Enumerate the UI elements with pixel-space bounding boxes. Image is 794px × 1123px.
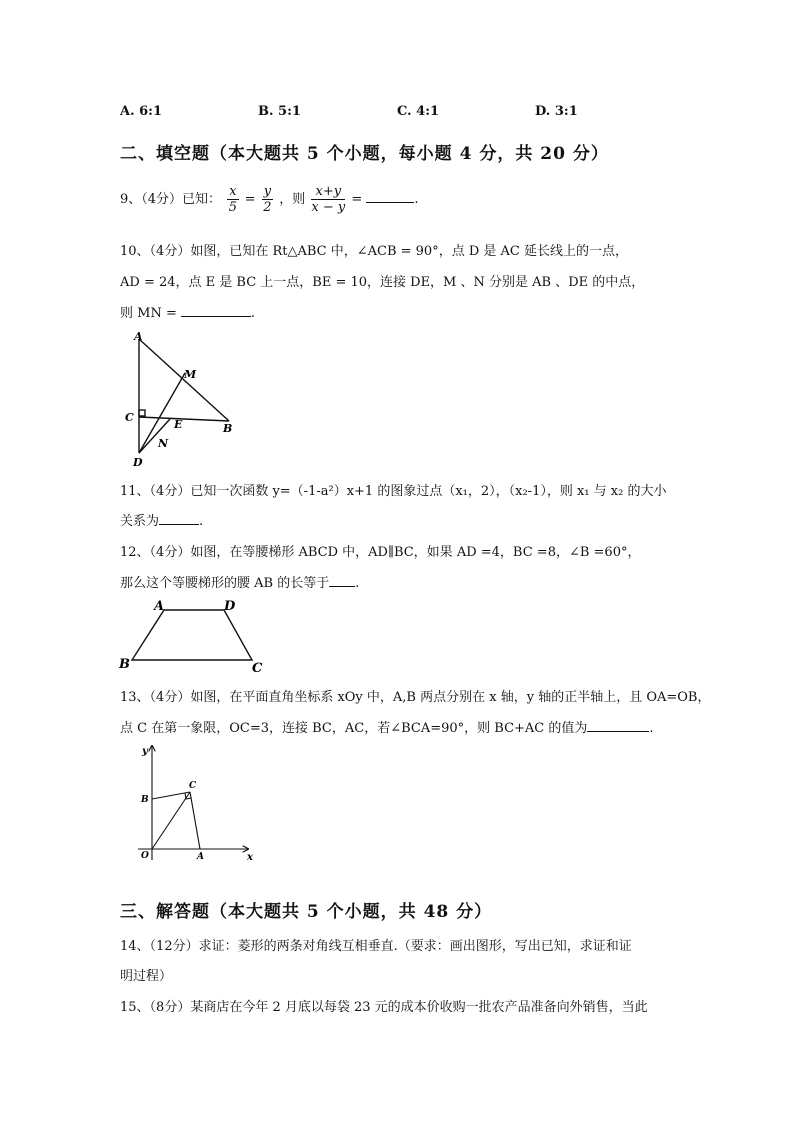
- section-2-title: 二、填空题（本大题共 5 个小题，每小题 4 分，共 20 分）: [120, 144, 609, 164]
- label-a: A: [134, 330, 143, 343]
- q15-line-1: 15、（8分）某商店在今年 2 月底以每袋 23 元的成本价收购一批农产品准备向外销售，当此: [120, 1000, 648, 1015]
- answer-blank: [181, 304, 251, 317]
- label-n: N: [158, 437, 169, 450]
- q9-fraction-1: $\frac{x}{5}$: [228, 184, 237, 215]
- answer-blank: [329, 574, 355, 587]
- q13-line-2: 点 C 在第一象限，OC=3，连接 BC，AC，若∠BCA=90°，则 BC+AC 的值为 .: [120, 721, 654, 736]
- q9-mid: ，则: [279, 192, 306, 207]
- q9-end: =: [351, 192, 367, 207]
- q13-line-1: 13、（4分）如图，在平面直角坐标系 xOy 中，A,B 两点分别在 x 轴，y 轴的正半轴上，且 OA=OB，: [120, 690, 711, 705]
- section-3-title: 三、解答题（本大题共 5 个小题，共 48 分）: [120, 902, 493, 922]
- q11-line-2: 关系为 .: [120, 514, 204, 529]
- q10-line-3: 则 MN = .: [120, 306, 255, 321]
- q14-line-1: 14、（12分）求证：菱形的两条对角线互相垂直.（要求：画出图形，写出已知，求证和证: [120, 939, 632, 954]
- choice-a: A. 6:1: [120, 104, 163, 119]
- q10-line-1: 10、（4分）如图，已知在 Rt△ABC 中，∠ACB = 90°，点 D 是 AC 延长线上的一点，: [120, 244, 628, 259]
- q9-fraction-3: $\frac{x+y}{x - y}$: [311, 184, 346, 215]
- q9-fraction-2: $\frac{y}{2}$: [263, 184, 272, 215]
- label-c: C: [252, 661, 263, 676]
- q12-line-1: 12、（4分）如图，在等腰梯形 ABCD 中，AD∥BC，如果 AD =4，BC =8，∠B =60°，: [120, 545, 641, 560]
- q10-line-2: AD = 24，点 E 是 BC 上一点，BE = 10，连接 DE，M 、N 分别是 AB 、DE 的中点，: [120, 275, 645, 290]
- label-d: D: [224, 599, 236, 614]
- q10-triangle-figure: [118, 326, 248, 471]
- label-a: A: [154, 599, 165, 614]
- q9-prefix: 9、（4分）已知：: [120, 192, 222, 207]
- label-b: B: [223, 422, 233, 435]
- answer-blank: [587, 719, 649, 732]
- label-y: y: [142, 746, 148, 757]
- label-e: E: [174, 418, 183, 431]
- label-b: B: [119, 657, 130, 672]
- q13-coordinate-figure: [134, 740, 260, 868]
- label-o: O: [141, 851, 149, 861]
- label-d: D: [133, 456, 143, 469]
- answer-blank: [366, 190, 414, 203]
- q11-line-1: 11、（4分）已知一次函数 y=（-1-a²）x+1 的图象过点（x₁，2），（x₂-1），则 x₁ 与 x₂ 的大小: [120, 484, 667, 499]
- label-c: C: [125, 411, 134, 424]
- label-x: x: [247, 852, 253, 863]
- q12-trapezoid-figure: [116, 596, 272, 676]
- choice-c: C. 4:1: [397, 104, 440, 119]
- q14-line-2: 明过程）: [120, 969, 173, 984]
- question-9: 9、（4分）已知： $\frac{x}{5}$ = $\frac{y}{2}$ ，则 $\frac{x+y}{x - y}$ = .: [120, 184, 419, 215]
- label-a: A: [197, 852, 204, 862]
- choice-d: D. 3:1: [535, 104, 578, 119]
- label-c: C: [189, 781, 197, 791]
- q12-line-2: 那么这个等腰梯形的腰 AB 的长等于 .: [120, 576, 360, 591]
- label-b: B: [141, 795, 149, 805]
- q9-equals: =: [244, 192, 256, 207]
- answer-blank: [159, 512, 199, 525]
- choice-b: B. 5:1: [258, 104, 301, 119]
- label-m: M: [184, 368, 197, 381]
